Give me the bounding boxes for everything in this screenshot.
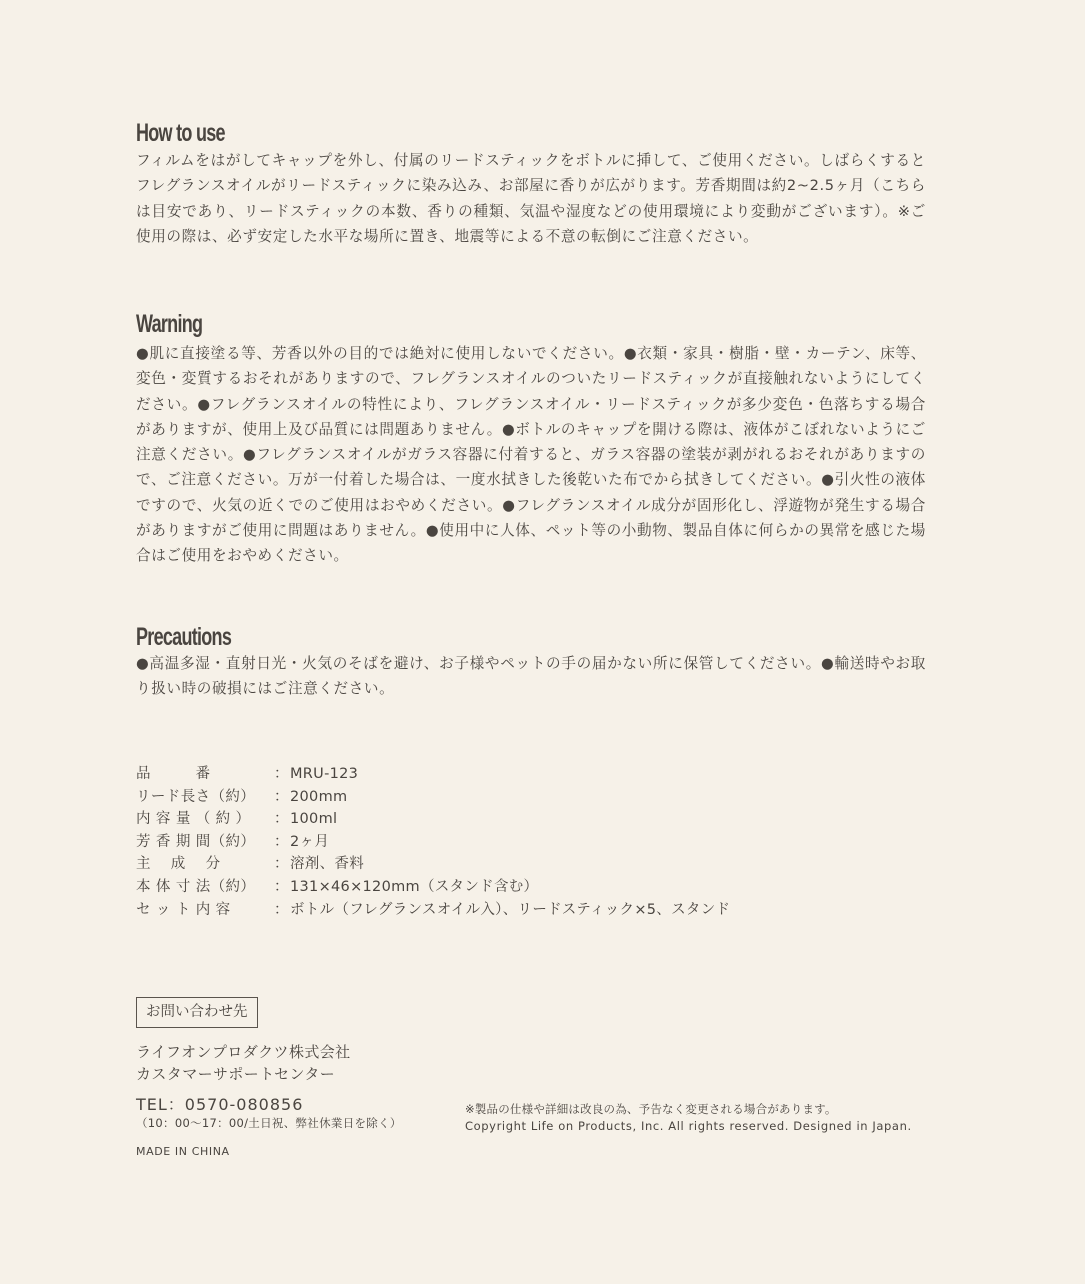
copyright-text: Copyright Life on Products, Inc. All rights reserved. Designed in Japan. xyxy=(465,1119,912,1133)
spec-label: 芳 香 期 間（約） xyxy=(136,833,256,850)
spec-row-fragrance-period xyxy=(136,831,730,854)
spec-separator: ： xyxy=(274,856,289,873)
spec-label: 本 体 寸 法（約） xyxy=(136,878,256,895)
spec-value: 131×46×120mm（スタンド含む） xyxy=(290,878,539,895)
phone-number: TEL：0570-080856 xyxy=(136,1095,304,1114)
spec-value: 100ml xyxy=(290,811,338,828)
spec-separator: ： xyxy=(274,833,289,850)
company-name: ライフオンプロダクツ株式会社 xyxy=(136,1043,351,1061)
spec-row-dimensions xyxy=(136,876,730,899)
spec-separator: ： xyxy=(274,901,289,918)
precautions-heading: Precautions xyxy=(136,623,232,651)
support-center-name: カスタマーサポートセンター xyxy=(136,1065,336,1083)
spec-separator: ： xyxy=(274,766,289,782)
how-to-use-heading: How to use xyxy=(136,119,225,147)
how-to-use-text: フィルムをはがしてキャップを外し、付属のリードスティックをボトルに挿して、ご使用ください。しばらくするとフレグランスオイルがリードスティックに染み込み、お部屋に香りが広がります。芳香期間は約2~2.5ヶ月（こちらは目安であり、リードスティックの本数、香りの種類、気温や湿度などの使用環境により変動がございます）。※ご使用の際は、必ず安定した水平な場所に置き、地震等による不意の転倒にご注意ください。 xyxy=(136,152,926,245)
spec-separator: ： xyxy=(274,811,289,828)
spec-value: 2ヶ月 xyxy=(290,833,330,850)
spec-label: セ ッ ト 内 容 xyxy=(136,901,231,918)
spec-label: リード長さ（約） xyxy=(136,788,256,805)
spec-row-product-number xyxy=(136,763,730,786)
spec-table xyxy=(136,763,730,921)
spec-row-set-contents xyxy=(136,899,730,922)
precautions-text: ●高温多湿・直射日光・火気のそばを避け、お子様やペットの手の届かない所に保管してください。●輸送時やお取り扱い時の破損にはご注意ください。 xyxy=(136,655,926,698)
contact-label-box: お問い合わせ先 xyxy=(136,997,258,1028)
spec-label: 内 容 量 （ 約 ） xyxy=(136,811,251,828)
warning-text: ●肌に直接塗る等、芳香以外の目的では絶対に使用しないでください。●衣類・家具・樹脂・壁・カーテン、床等、変色・変質するおそれがありますので、フレグランスオイルのついたリードスティックが直接触れないようにしてください。●フレグランスオイルの特性により、フレグランスオイル・リードスティックが多少変色・色落ちする場合がありますが、使用上及び品質には問題ありません。●ボトルのキャップを開ける際は、液体がこぼれないようにご注意ください。●フレグランスオイルがガラス容器に付着すると、ガラス容器の塗装が剥がれるおそれがありますので、ご注意ください。万が一付着した場合は、一度水拭きした後乾いた布でから拭きしてください。●引火性の液体ですので、火気の近くでのご使用はおやめください。●フレグランスオイル成分が固形化し、浮遊物が発生する場合がありますがご使用に問題はありません。●使用中に人体、ペット等の小動物、製品自体に何らかの異常を感じた場合はご使用をおやめください。 xyxy=(136,345,926,565)
spec-row-reed-length xyxy=(136,786,730,809)
spec-separator: ： xyxy=(274,878,289,895)
spec-change-notice: ※製品の仕様や詳細は改良の為、予告なく変更される場合があります。 xyxy=(465,1102,837,1116)
support-hours: （10：00〜17：00/土日祝、弊社休業日を除く） xyxy=(136,1116,402,1130)
country-of-origin: MADE IN CHINA xyxy=(136,1145,230,1158)
company-info xyxy=(136,1041,351,1085)
spec-label: 品 番 xyxy=(136,766,211,782)
spec-label: 主 成 分 xyxy=(136,856,221,873)
spec-value: ボトル（フレグランスオイル入）、リードスティック×5、スタンド xyxy=(290,901,731,918)
spec-value: MRU-123 xyxy=(290,766,359,782)
spec-row-ingredients xyxy=(136,853,730,876)
warning-heading: Warning xyxy=(136,310,203,338)
spec-separator: ： xyxy=(274,788,289,805)
spec-row-volume xyxy=(136,808,730,831)
spec-value: 溶剤、香料 xyxy=(290,856,364,873)
spec-value: 200mm xyxy=(290,788,348,805)
